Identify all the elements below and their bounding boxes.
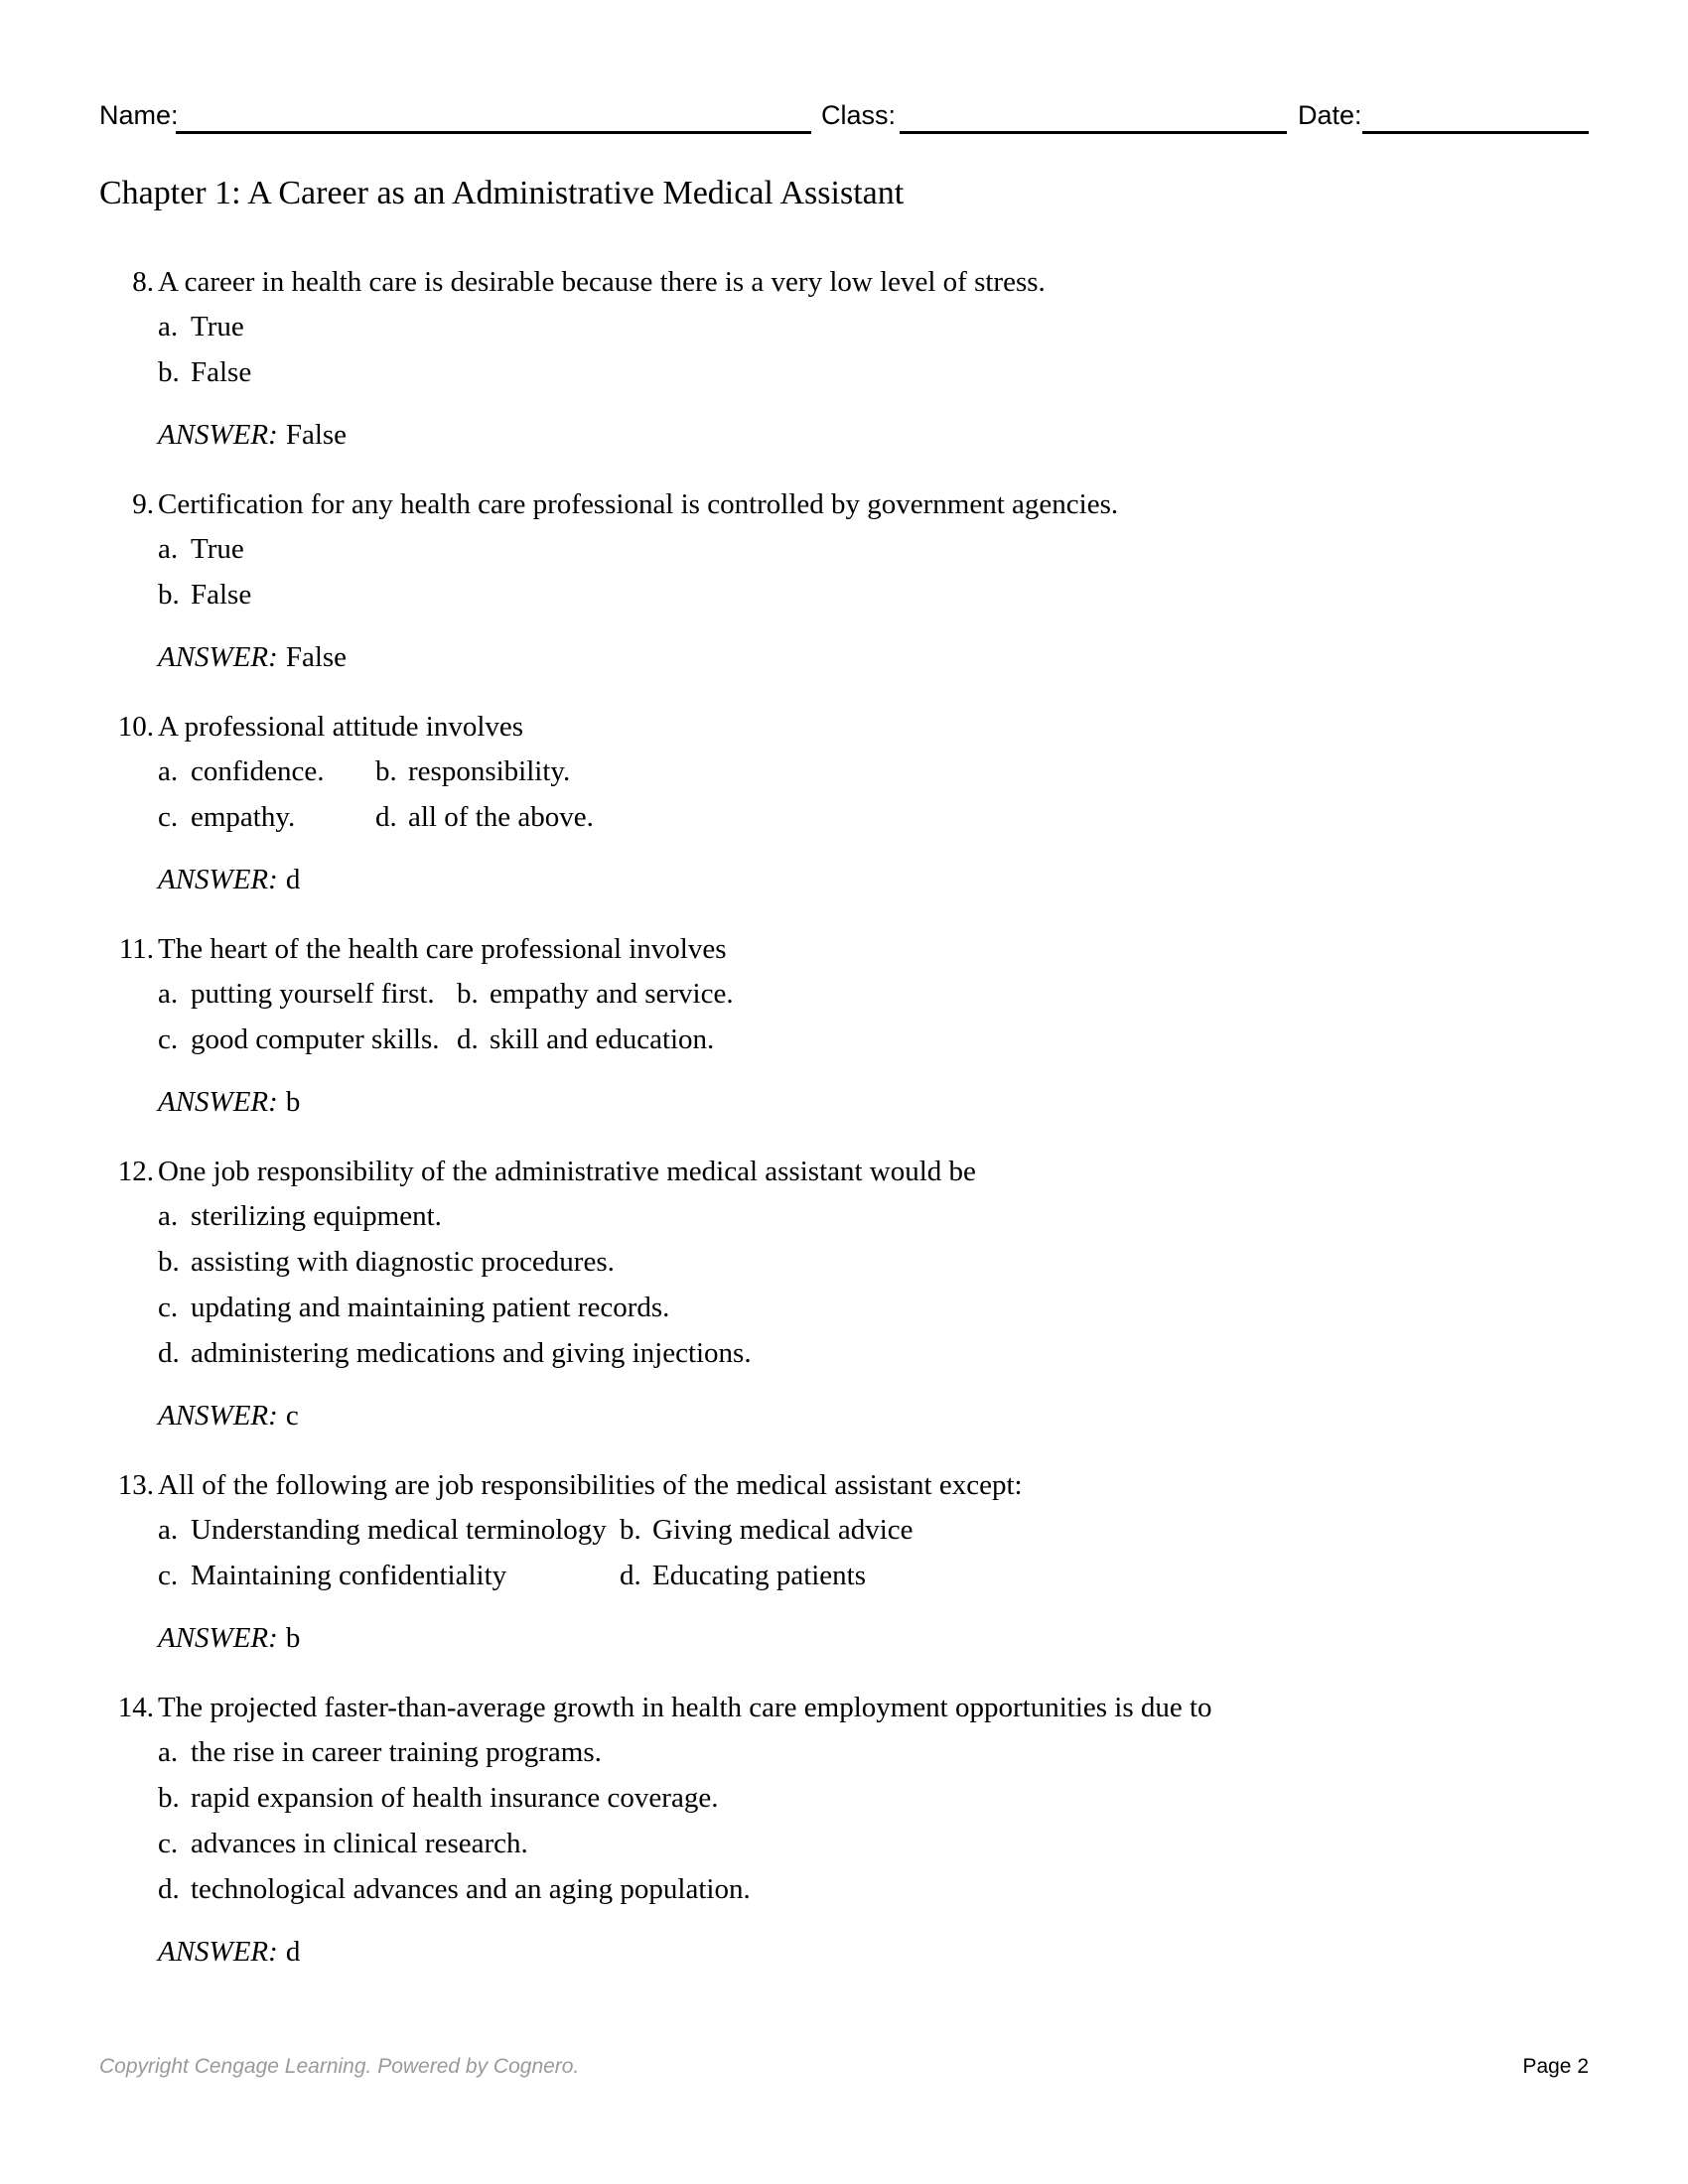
answer-option <box>158 1507 607 1553</box>
answer-options <box>158 1507 1589 1598</box>
option-row <box>158 1507 1589 1553</box>
date-label: Date: <box>1298 100 1362 130</box>
question-text: A career in health care is desirable because there is a very low level of stress. <box>158 266 1046 298</box>
question-number: 13. <box>117 1469 154 1501</box>
name-line <box>176 131 811 134</box>
answer-option <box>375 749 570 794</box>
option-letter: b. <box>158 1782 180 1814</box>
option-letter: d. <box>620 1560 641 1591</box>
answer-option <box>620 1507 914 1553</box>
option-row <box>158 1866 1589 1912</box>
option-row <box>158 526 1589 572</box>
option-letter: c. <box>158 1560 179 1591</box>
option-text: rapid expansion of health insurance coverage. <box>191 1782 719 1814</box>
answer-option <box>158 304 244 349</box>
answer-key <box>158 1618 1589 1658</box>
answer-key <box>158 860 1589 899</box>
option-text: responsibility. <box>408 755 571 787</box>
answer-value: c <box>285 1400 299 1432</box>
answer-option <box>158 1239 615 1285</box>
question-number: 8. <box>132 266 154 298</box>
answer-option <box>158 971 435 1017</box>
option-letter: d. <box>375 801 397 833</box>
answer-option <box>158 749 324 794</box>
page-number: Page 2 <box>1522 2055 1589 2078</box>
option-row <box>158 572 1589 617</box>
answer-label: ANSWER: <box>158 1936 278 1968</box>
option-letter: a. <box>158 533 179 565</box>
option-text: all of the above. <box>408 801 594 833</box>
question-stem <box>99 260 1589 304</box>
option-letter: a. <box>158 978 179 1010</box>
question-stem <box>99 927 1589 971</box>
option-letter: a. <box>158 1736 179 1768</box>
option-text: sterilizing equipment. <box>191 1200 442 1232</box>
option-text: Understanding medical terminology <box>191 1514 607 1546</box>
answer-option <box>375 794 594 840</box>
question-item <box>99 705 1589 899</box>
answer-option <box>158 1285 669 1330</box>
option-text: True <box>191 533 244 565</box>
option-text: False <box>191 579 252 611</box>
question-stem <box>99 1150 1589 1193</box>
answer-label: ANSWER: <box>158 1086 278 1118</box>
answer-option <box>457 1017 714 1062</box>
option-text: assisting with diagnostic procedures. <box>191 1246 615 1278</box>
option-letter: c. <box>158 1828 179 1859</box>
name-label: Name: <box>99 100 179 130</box>
option-text: empathy. <box>191 801 296 833</box>
answer-option <box>158 1553 506 1598</box>
answer-options <box>158 304 1589 395</box>
question-item <box>99 482 1589 677</box>
answer-value: b <box>285 1622 301 1654</box>
question-stem <box>99 705 1589 749</box>
question-text: A professional attitude involves <box>158 711 524 743</box>
option-letter: c. <box>158 801 179 833</box>
answer-option <box>158 1729 602 1775</box>
class-label: Class: <box>821 100 897 130</box>
option-letter: b. <box>158 579 180 611</box>
question-text: The projected faster-than-average growth in health care employment opportunities is due to <box>158 1692 1212 1723</box>
option-row <box>158 1821 1589 1866</box>
answer-option <box>620 1553 866 1598</box>
option-row <box>158 1553 1589 1598</box>
question-text: All of the following are job responsibilities of the medical assistant except: <box>158 1469 1023 1501</box>
question-number: 9. <box>132 488 154 520</box>
answer-label: ANSWER: <box>158 1400 278 1432</box>
option-text: skill and education. <box>490 1024 715 1055</box>
option-row <box>158 1729 1589 1775</box>
option-text: True <box>191 311 244 342</box>
option-row <box>158 349 1589 395</box>
answer-option <box>158 1193 442 1239</box>
option-text: updating and maintaining patient records. <box>191 1292 670 1323</box>
option-text: False <box>191 356 252 388</box>
option-letter: b. <box>375 755 397 787</box>
option-text: the rise in career training programs. <box>191 1736 602 1768</box>
question-text: One job responsibility of the administrative medical assistant would be <box>158 1156 976 1187</box>
answer-key <box>158 415 1589 455</box>
answer-option <box>158 1821 528 1866</box>
answer-key <box>158 637 1589 677</box>
option-row <box>158 1285 1589 1330</box>
copyright-notice: Copyright Cengage Learning. Powered by Cognero. <box>99 2055 580 2078</box>
chapter-title: Chapter 1: A Career as an Administrative Medical Assistant <box>99 175 905 211</box>
option-text: putting yourself first. <box>191 978 435 1010</box>
student-info-header <box>99 100 1589 136</box>
answer-value: b <box>285 1086 301 1118</box>
option-row <box>158 749 1589 794</box>
option-text: confidence. <box>191 755 325 787</box>
option-letter: b. <box>158 356 180 388</box>
answer-options <box>158 1193 1589 1376</box>
answer-option <box>158 572 251 617</box>
answer-label: ANSWER: <box>158 419 278 451</box>
option-letter: c. <box>158 1292 179 1323</box>
answer-option <box>158 1775 718 1821</box>
question-item <box>99 1686 1589 1972</box>
answer-option <box>457 971 734 1017</box>
option-letter: d. <box>158 1873 180 1905</box>
answer-options <box>158 749 1589 840</box>
date-line <box>1362 131 1589 134</box>
question-number: 10. <box>117 711 154 743</box>
answer-options <box>158 1729 1589 1912</box>
option-row <box>158 1775 1589 1821</box>
option-text: administering medications and giving injections. <box>191 1337 752 1369</box>
answer-value: False <box>285 641 348 673</box>
answer-options <box>158 526 1589 617</box>
question-text: Certification for any health care professional is controlled by government agencies. <box>158 488 1119 520</box>
question-number: 14. <box>117 1692 154 1723</box>
option-row <box>158 1017 1589 1062</box>
answer-key <box>158 1932 1589 1972</box>
option-letter: d. <box>457 1024 479 1055</box>
question-stem <box>99 1463 1589 1507</box>
option-letter: b. <box>158 1246 180 1278</box>
option-letter: a. <box>158 1514 179 1546</box>
question-list <box>99 260 1589 1972</box>
question-item <box>99 927 1589 1122</box>
answer-option <box>158 349 251 395</box>
answer-key <box>158 1082 1589 1122</box>
option-text: technological advances and an aging population. <box>191 1873 751 1905</box>
option-text: empathy and service. <box>490 978 734 1010</box>
option-letter: d. <box>158 1337 180 1369</box>
option-row <box>158 304 1589 349</box>
question-stem <box>99 1686 1589 1729</box>
answer-option <box>158 526 244 572</box>
answer-option <box>158 794 295 840</box>
question-number: 11. <box>118 933 154 965</box>
answer-label: ANSWER: <box>158 641 278 673</box>
answer-options <box>158 971 1589 1062</box>
answer-key <box>158 1396 1589 1435</box>
option-text: Educating patients <box>652 1560 867 1591</box>
answer-value: False <box>285 419 348 451</box>
answer-option <box>158 1330 752 1376</box>
class-line <box>900 131 1287 134</box>
option-row <box>158 1330 1589 1376</box>
option-letter: a. <box>158 1200 179 1232</box>
question-item <box>99 1150 1589 1435</box>
question-text: The heart of the health care professional involves <box>158 933 727 965</box>
option-text: Giving medical advice <box>652 1514 914 1546</box>
answer-option <box>158 1866 751 1912</box>
option-text: advances in clinical research. <box>191 1828 528 1859</box>
option-row <box>158 971 1589 1017</box>
option-letter: b. <box>620 1514 641 1546</box>
question-stem <box>99 482 1589 526</box>
answer-label: ANSWER: <box>158 864 278 895</box>
option-row <box>158 794 1589 840</box>
answer-value: d <box>285 1936 301 1968</box>
answer-value: d <box>285 864 301 895</box>
option-letter: c. <box>158 1024 179 1055</box>
option-letter: a. <box>158 755 179 787</box>
option-text: Maintaining confidentiality <box>191 1560 507 1591</box>
question-item <box>99 1463 1589 1658</box>
option-letter: b. <box>457 978 479 1010</box>
option-row <box>158 1239 1589 1285</box>
answer-label: ANSWER: <box>158 1622 278 1654</box>
option-text: good computer skills. <box>191 1024 440 1055</box>
option-letter: a. <box>158 311 179 342</box>
question-number: 12. <box>117 1156 154 1187</box>
option-row <box>158 1193 1589 1239</box>
answer-option <box>158 1017 440 1062</box>
question-item <box>99 260 1589 455</box>
